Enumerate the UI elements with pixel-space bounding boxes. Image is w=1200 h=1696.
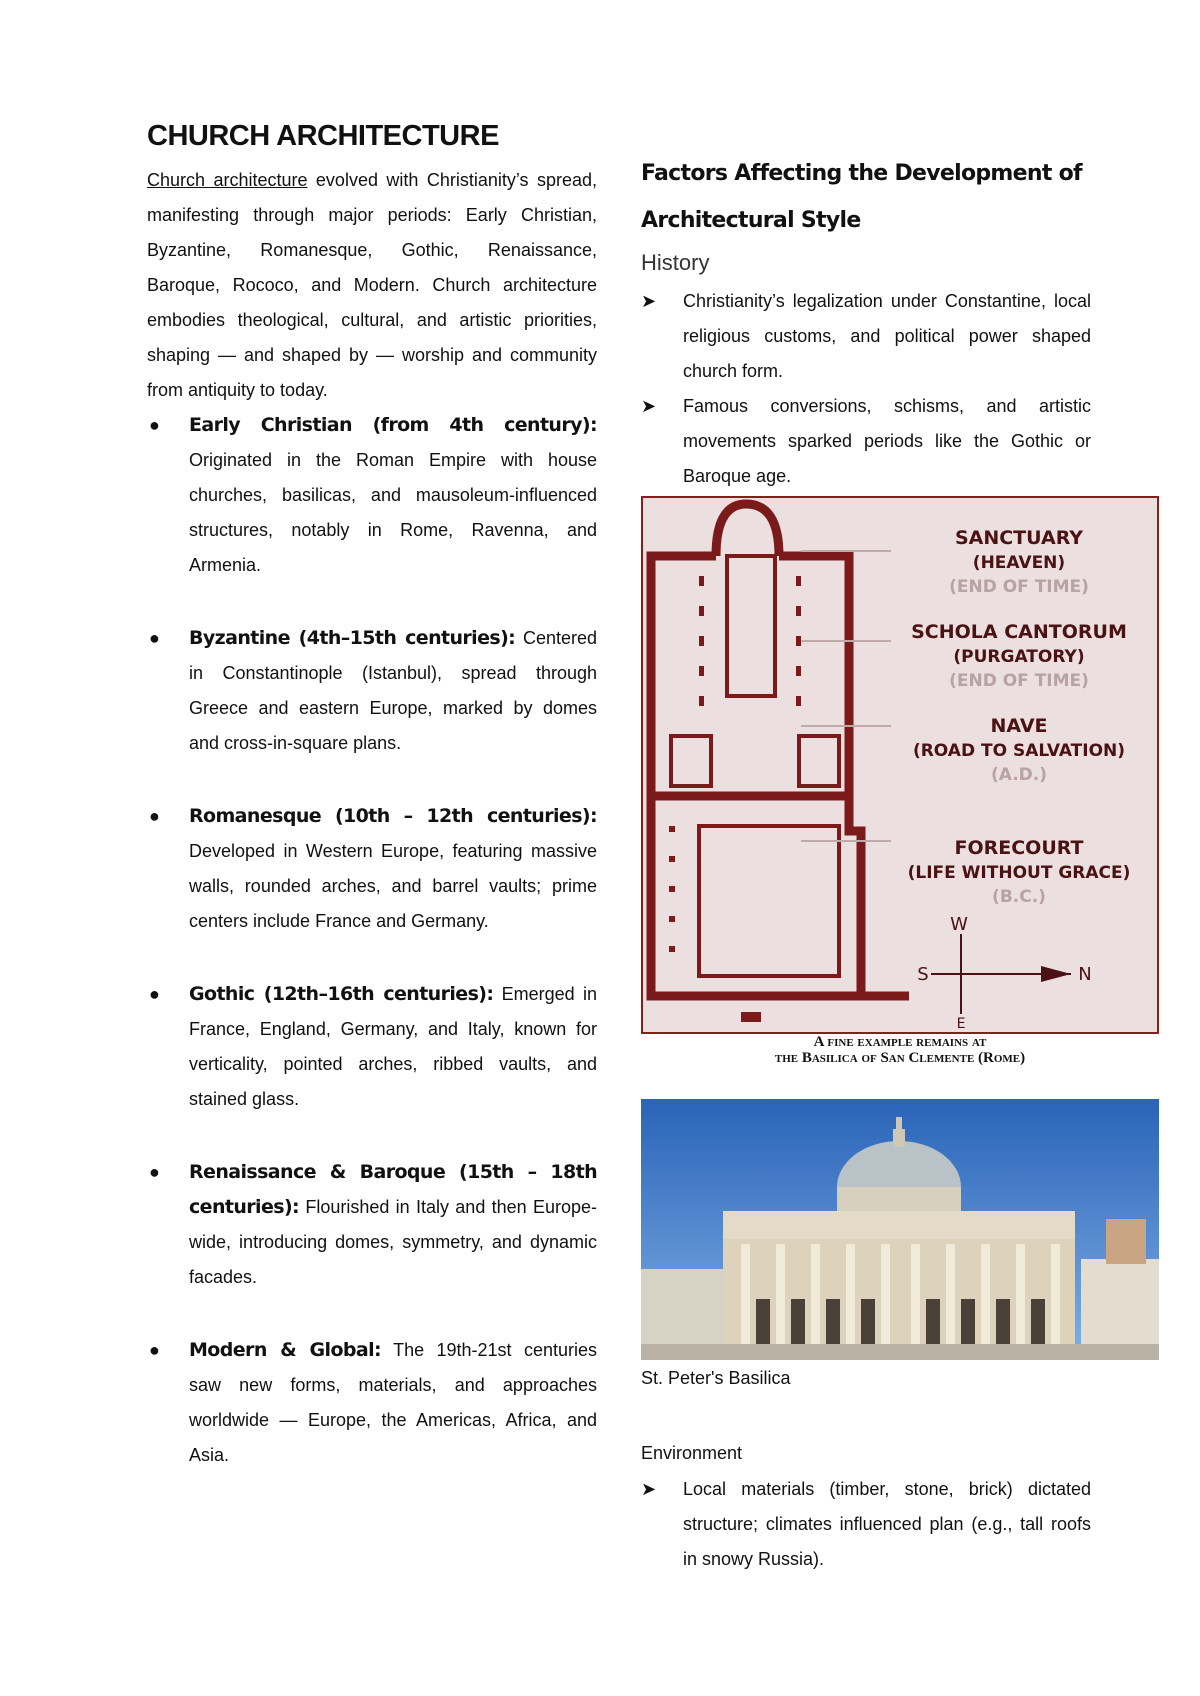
right-building — [1081, 1259, 1159, 1349]
period-lead: Gothic (12th–16th centuries): — [189, 983, 494, 1005]
ad-label: (A.D.) — [990, 765, 1048, 785]
basilica-floor-plan — [641, 496, 1159, 1034]
period-item — [147, 621, 597, 761]
period-lead: Renaissance & Baroque (15th – 18th centuries): — [189, 1161, 597, 1218]
bc-label: (B.C.) — [992, 887, 1046, 907]
history-item-text: Christianity’s legalization under Constantine, local religious customs, and political power shaped church form. — [683, 291, 1091, 381]
environment-item — [641, 1472, 1091, 1577]
period-text: Centered in Constantinople (Istanbul), spread through Greece and eastern Europe, marked by domes and cross-in-square plans. — [189, 628, 597, 753]
environment-section — [641, 1440, 1091, 1577]
left-column — [147, 120, 597, 1511]
history-title: History — [641, 250, 710, 275]
period-lead: Modern & Global: — [189, 1339, 382, 1361]
arrow-bullet-icon: ➤ — [641, 396, 657, 416]
right-column — [641, 150, 1091, 494]
period-text: Developed in Western Europe, featuring massive walls, rounded arches, and barrel vaults; prime centers include France and Germany. — [189, 841, 597, 931]
environment-list — [641, 1472, 1091, 1577]
environment-title: Environment — [641, 1443, 743, 1463]
period-text: Originated in the Roman Empire with house churches, basilicas, and mausoleum-influenced structures, notably in Rome, Ravenna, and Armenia. — [189, 450, 597, 575]
period-lead: Romanesque (10th – 12th centuries): — [189, 805, 597, 827]
purgatory-label: (PURGATORY) — [953, 647, 1085, 667]
period-lead: Early Christian (from 4th century): — [189, 414, 597, 436]
heaven-label: (HEAVEN) — [972, 553, 1066, 573]
period-text: The 19th-21st centuries saw new forms, materials, and approaches worldwide — Europe, the Americas, Africa, and Asia. — [189, 1340, 597, 1465]
period-item — [147, 799, 597, 939]
bullet-icon: ● — [149, 1162, 160, 1182]
without-grace-label: (LIFE WITHOUT GRACE) — [907, 863, 1131, 883]
st-peters-photo — [641, 1099, 1159, 1360]
history-list — [641, 284, 1091, 494]
compass-w: W — [950, 914, 968, 935]
period-lead: Byzantine (4th–15th centuries): — [189, 627, 516, 649]
schola-label: SCHOLA CANTORUM — [911, 621, 1127, 643]
intro-text: evolved with Christianity’s spread, manifesting through major periods: Early Christian, Byzantine, Romanesque, Gothic, Renaissance, Baroque, Rococo, and Modern. Church architecture embodies theological, cultural, and artistic priorities, shaping — and shaped by — worship and community from antiquity to today. — [147, 170, 597, 400]
history-item — [641, 284, 1091, 389]
end-of-time-label: (END OF TIME) — [949, 577, 1089, 597]
period-item — [147, 1333, 597, 1473]
arrow-bullet-icon: ➤ — [641, 1479, 657, 1499]
plan-caption-line-2: the Basilica of San Clemente (Rome) — [774, 1050, 1026, 1066]
nave-label: NAVE — [990, 715, 1048, 737]
bullet-icon: ● — [149, 1340, 160, 1360]
church-architecture-link[interactable]: Church architecture — [147, 170, 308, 190]
photo-caption: St. Peter's Basilica — [641, 1368, 791, 1388]
bullet-icon: ● — [149, 984, 160, 1004]
arrow-bullet-icon: ➤ — [641, 291, 657, 311]
bullet-icon: ● — [149, 415, 160, 435]
plan-caption — [641, 1034, 1159, 1066]
compass-n: N — [1078, 964, 1092, 985]
end-of-time-label-2: (END OF TIME) — [949, 671, 1089, 691]
history-item-text: Famous conversions, schisms, and artistic movements sparked periods like the Gothic or Baroque age. — [683, 396, 1091, 486]
sanctuary-label: SANCTUARY — [954, 527, 1084, 549]
piazza — [641, 1344, 1159, 1360]
period-item — [147, 408, 597, 583]
plan-caption-line-1: A fine example remains at — [813, 1034, 987, 1050]
history-item — [641, 389, 1091, 494]
period-item — [147, 1155, 597, 1295]
period-text: Emerged in France, England, Germany, and Italy, known for verticality, pointed arches, ribbed vaults, and stained glass. — [189, 984, 597, 1109]
facade-attic — [723, 1211, 1075, 1239]
factors-heading: Factors Affecting the Development of Architectural Style — [641, 161, 1082, 233]
compass-s: S — [917, 964, 929, 985]
period-text: Flourished in Italy and then Europe-wide, introducing domes, symmetry, and dynamic facades. — [189, 1197, 597, 1287]
period-item — [147, 977, 597, 1117]
left-colonnade — [641, 1269, 726, 1349]
intro-paragraph — [147, 163, 597, 408]
salvation-label: (ROAD TO SALVATION) — [912, 741, 1126, 761]
basilica-photo-image — [641, 1099, 1159, 1360]
bullet-icon: ● — [149, 806, 160, 826]
floor-plan-image — [641, 496, 1159, 1034]
compass-e: E — [956, 1016, 966, 1032]
forecourt-label: FORECOURT — [954, 837, 1084, 859]
bullet-icon: ● — [149, 628, 160, 648]
environment-item-text: Local materials (timber, stone, brick) dictated structure; climates influenced plan (e.g., tall roofs in snowy Russia). — [683, 1479, 1091, 1569]
period-list — [147, 408, 597, 1473]
page-title: CHURCH ARCHITECTURE — [147, 120, 499, 152]
